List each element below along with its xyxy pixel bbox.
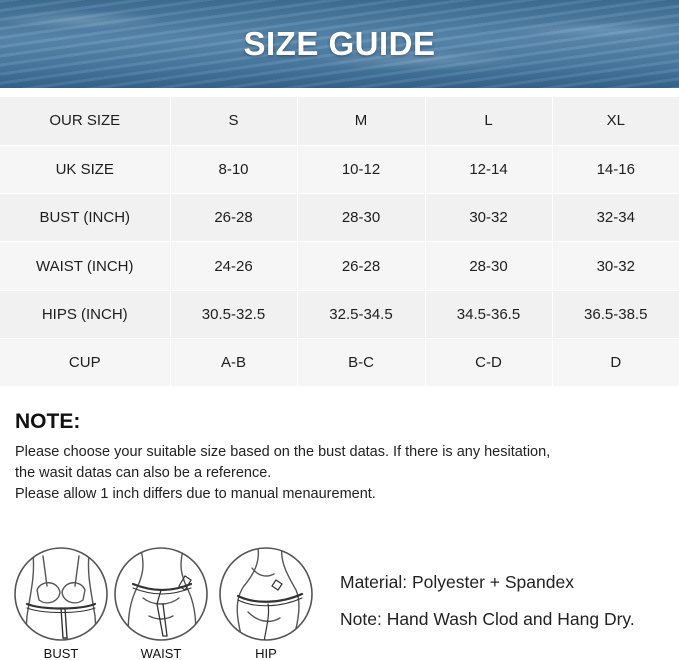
row-label: HIPS (INCH) (0, 290, 170, 338)
note-heading: NOTE: (15, 410, 81, 433)
table-cell: 24-26 (170, 242, 297, 290)
table-cell: 32.5-34.5 (297, 290, 425, 338)
table-cell: 32-34 (552, 194, 679, 242)
table-cell: 30-32 (425, 194, 552, 242)
figure-label: HIP (255, 646, 277, 660)
table-cell: 30-32 (552, 242, 679, 290)
table-cell: 36.5-38.5 (552, 290, 679, 338)
table-cell: 28-30 (297, 194, 425, 242)
row-label: BUST (INCH) (0, 194, 170, 242)
table-row (0, 194, 679, 242)
row-label: WAIST (INCH) (0, 242, 170, 290)
note-line: Please choose your suitable size based on the bust datas. If there is any hesitation, (15, 444, 551, 460)
note-line: the wasit datas can also be a reference. (15, 465, 272, 481)
table-cell: 26-28 (297, 242, 425, 290)
table-cell: B-C (297, 338, 425, 386)
header-banner (0, 0, 679, 88)
figure-label: WAIST (140, 646, 182, 660)
material-info: Material: Polyester + Spandex (340, 572, 574, 592)
table-cell: 26-28 (170, 194, 297, 242)
bust-measure-icon (13, 546, 109, 642)
table-row (0, 338, 679, 386)
table-row (0, 242, 679, 290)
care-info: Note: Hand Wash Clod and Hang Dry. (340, 609, 635, 629)
table-row (0, 97, 679, 145)
table-cell: A-B (170, 338, 297, 386)
table-cell: 12-14 (425, 145, 552, 193)
row-label: CUP (0, 338, 170, 386)
hip-measure-icon (218, 546, 314, 642)
row-label: UK SIZE (0, 145, 170, 193)
table-cell: 8-10 (170, 145, 297, 193)
figure-label: BUST (43, 646, 79, 660)
table-cell: S (170, 97, 297, 145)
table-row (0, 145, 679, 193)
row-label: OUR SIZE (0, 97, 170, 145)
table-cell: M (297, 97, 425, 145)
waist-measure-icon (113, 546, 209, 642)
table-cell: D (552, 338, 679, 386)
table-cell: L (425, 97, 552, 145)
table-row (0, 290, 679, 338)
table-cell: 28-30 (425, 242, 552, 290)
table-cell: 14-16 (552, 145, 679, 193)
table-cell: 30.5-32.5 (170, 290, 297, 338)
table-cell: 34.5-36.5 (425, 290, 552, 338)
size-chart-table (0, 97, 679, 387)
page-title: SIZE GUIDE (243, 25, 436, 62)
table-cell: XL (552, 97, 679, 145)
table-cell: 10-12 (297, 145, 425, 193)
table-cell: C-D (425, 338, 552, 386)
note-line: Please allow 1 inch differs due to manual menaurement. (15, 486, 376, 502)
